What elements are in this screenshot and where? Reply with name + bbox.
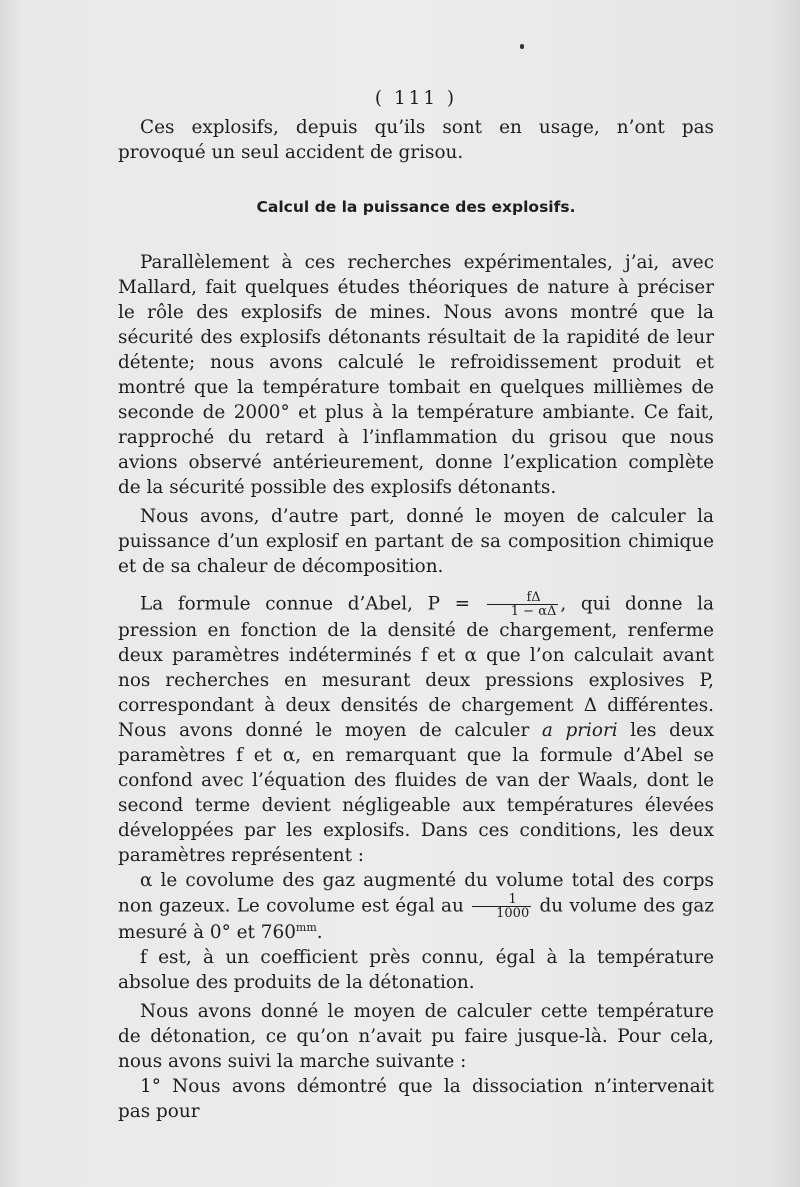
paragraph-method: Nous avons donné le moyen de calculer cette température de détonation, ce qu’on n’avait pu faire jusque-là. Pour cela, nous avons suivi la marche suivante : bbox=[118, 1001, 714, 1072]
abel-fraction-numerator: fΔ bbox=[487, 591, 559, 605]
covolume-text-after: du volume des gaz mesuré à 0° et 760 bbox=[118, 895, 714, 943]
abel-fraction bbox=[487, 591, 559, 618]
abel-text-after: , qui donne la pression en fonction de la densité de chargement, renferme deux paramètres indéterminés f et α que l’on calculait avant nos recherches en mesurant deux pressions explosives P, correspondant à deux densités de chargement Δ différentes. Nous avons donné le moyen de calculer bbox=[118, 593, 714, 741]
paragraph-dissociation: 1° Nous avons démontré que la dissociation n’intervenait pas pour bbox=[118, 1076, 714, 1122]
paragraph-abel-formula bbox=[118, 591, 714, 868]
ink-speck bbox=[520, 44, 524, 49]
section-heading: Calcul de la puissance des explosifs. bbox=[256, 198, 576, 216]
paragraph-covolume bbox=[118, 868, 714, 945]
page-content bbox=[118, 86, 714, 1124]
covolume-fraction-denominator: 1000 bbox=[496, 906, 530, 921]
intro-paragraph: Ces explosifs, depuis qu’ils sont en usage, n’ont pas provoqué un seul accident de grisou. bbox=[118, 117, 714, 163]
abel-text-end: les deux paramètres f et α, en remarquant que la formule d’Abel se confond avec l’équation des fluides de van der Waals, dont le second terme devient négligeable aux températures élevées développées par les explosifs. Dans ces conditions, les deux paramètres représentent : bbox=[118, 720, 714, 866]
abel-italic-term: a priori bbox=[541, 720, 618, 741]
paragraph-power: Nous avons, d’autre part, donné le moyen de calculer la puissance d’un explosif en partant de sa composition chimique et de sa chaleur de décomposition. bbox=[118, 506, 714, 577]
covolume-fraction-numerator: 1 bbox=[472, 893, 531, 907]
covolume-text-before: α le covolume des gaz augmenté du volume total des corps non gazeux. Le covolume est égal au bbox=[118, 870, 714, 917]
paragraph-research: Parallèlement à ces recherches expérimentales, j’ai, avec Mallard, fait quelques études théoriques de nature à préciser le rôle des explosifs de mines. Nous avons montré que la sécurité des explosifs détonants résultait de la rapidité de leur détente; nous avons calculé le refroidissement produit et montré que la température tombait en quelques millièmes de seconde de 2000° et plus à la température ambiante. Ce fait, rapproché du retard à l’inflammation du grisou que nous avions observé antérieurement, donne l’explication complète de la sécurité possible des explosifs détonants. bbox=[118, 252, 714, 498]
abel-text-before: La formule connue d’Abel, P = bbox=[140, 593, 485, 615]
covolume-text-end: . bbox=[316, 922, 323, 943]
covolume-unit-superscript: mm bbox=[295, 920, 317, 934]
covolume-fraction bbox=[472, 893, 531, 920]
abel-fraction-denominator: 1 − αΔ bbox=[510, 604, 557, 619]
paragraph-temperature: f est, à un coefficient près connu, égal à la température absolue des produits de la détonation. bbox=[118, 947, 714, 993]
page-number: ( 111 ) bbox=[374, 88, 458, 109]
